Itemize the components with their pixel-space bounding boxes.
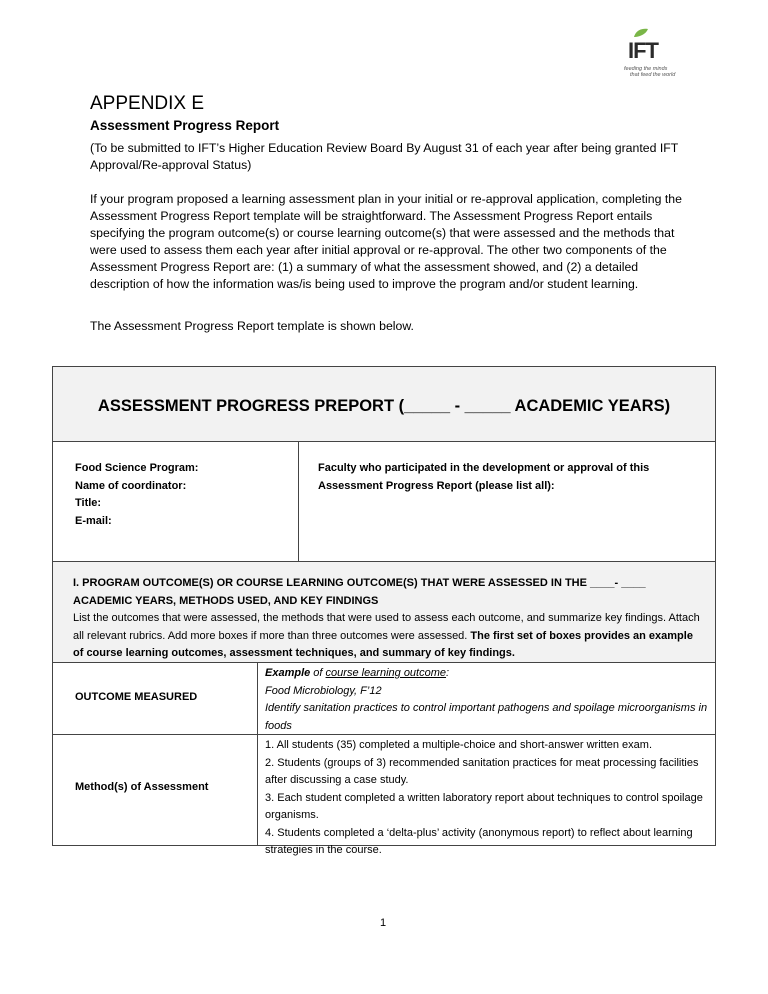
- form-title: ASSESSMENT PROGRESS PREPORT (_____ - _____ ACADEMIC YEARS): [97, 397, 671, 415]
- outcome-label-cell: [53, 663, 258, 734]
- ift-logo: [622, 28, 684, 84]
- outcome-content-cell[interactable]: [265, 665, 710, 735]
- methods-content-cell[interactable]: [265, 737, 710, 860]
- program-label: Food Science Program:: [75, 462, 199, 474]
- email-label: E-mail:: [75, 514, 112, 527]
- outcome-measured-row: [53, 663, 715, 735]
- assessment-report-form: [52, 366, 716, 856]
- example-course: Food Microbiology, F’12: [265, 684, 382, 697]
- report-subtitle: Assessment Progress Report: [90, 118, 280, 133]
- title-label: Title:: [75, 497, 102, 509]
- appendix-heading: APPENDIX E: [90, 93, 205, 114]
- methods-label: Method(s) of Assessment: [75, 781, 209, 793]
- submission-note: (To be submitted to IFT’s Higher Education Review Board By August 31 of each year after being granted IFT Approval/Re-approval Status): [90, 141, 679, 172]
- form-title-row: [53, 367, 715, 442]
- template-intro-paragraph: The Assessment Progress Report template is shown below.: [90, 319, 414, 333]
- example-heading: Example of course learning outcome:: [265, 667, 450, 679]
- example-outcome: Identify sanitation practices to control important pathogens and spoilage microorganisms in foods: [265, 702, 708, 732]
- leaf-icon: [632, 28, 650, 38]
- faculty-label: Faculty who participated in the development or approval of this Assessment Progress Report (please list all):: [318, 462, 650, 492]
- logo-word: IFT: [628, 38, 658, 63]
- program-info-cell[interactable]: [53, 442, 299, 562]
- section-1-instructions: List the outcomes that were assessed, the methods that were used to assess each outcome, and summarize key findings. Attach all relevant rubrics. Add more boxes if more than three outcomes were assessed. The first set of boxes provides an example of course learning outcomes, assessment techniques, and summary of key findings.: [73, 612, 700, 659]
- section-1-header: [53, 562, 715, 663]
- method-item: 1. All students (35) completed a multiple-choice and short-answer written exam.: [265, 739, 653, 751]
- section-1-title: I. PROGRAM OUTCOME(S) OR COURSE LEARNING OUTCOME(S) THAT WERE ASSESSED IN THE ____- ____ ACADEMIC YEARS, METHODS USED, AND KEY FINDINGS: [73, 577, 646, 607]
- page-number: 1: [380, 917, 387, 929]
- method-item: 2. Students (groups of 3) recommended sanitation practices for meat processing facilities after discussing a case study.: [265, 756, 699, 786]
- methods-row: [53, 735, 715, 856]
- outcome-label: OUTCOME MEASURED: [75, 691, 198, 703]
- program-info-labels: [75, 460, 198, 530]
- program-info-row: [53, 442, 715, 562]
- method-item: 3. Each student completed a written laboratory report about techniques to control spoilage organisms.: [265, 791, 703, 821]
- section-1-instructions-bold: The first set of boxes provides an example of course learning outcomes, assessment techniques, and summary of key findings.: [73, 629, 693, 659]
- coordinator-label: Name of coordinator:: [75, 479, 187, 492]
- logo-tagline: feeding the minds that feed the world: [624, 66, 676, 78]
- intro-paragraph: If your program proposed a learning assessment plan in your initial or re-approval application, completing the Assessment Progress Report template will be straightforward. The Assessment Progress Report entails specifying the program outcome(s) or course learning outcome(s) that were assessed and the methods that were used to assess them each year after initial approval or re-approval. The other two components of the Assessment Progress Report are: (1) a summary of what the assessment showed, and (2) a detailed description of how the information was/is being used to improve the program and/or student learning.: [90, 192, 682, 291]
- method-item: 4. Students completed a ‘delta-plus’ activity (anonymous report) to reflect about learning strategies in the course.: [265, 826, 693, 856]
- methods-label-cell: [53, 735, 258, 846]
